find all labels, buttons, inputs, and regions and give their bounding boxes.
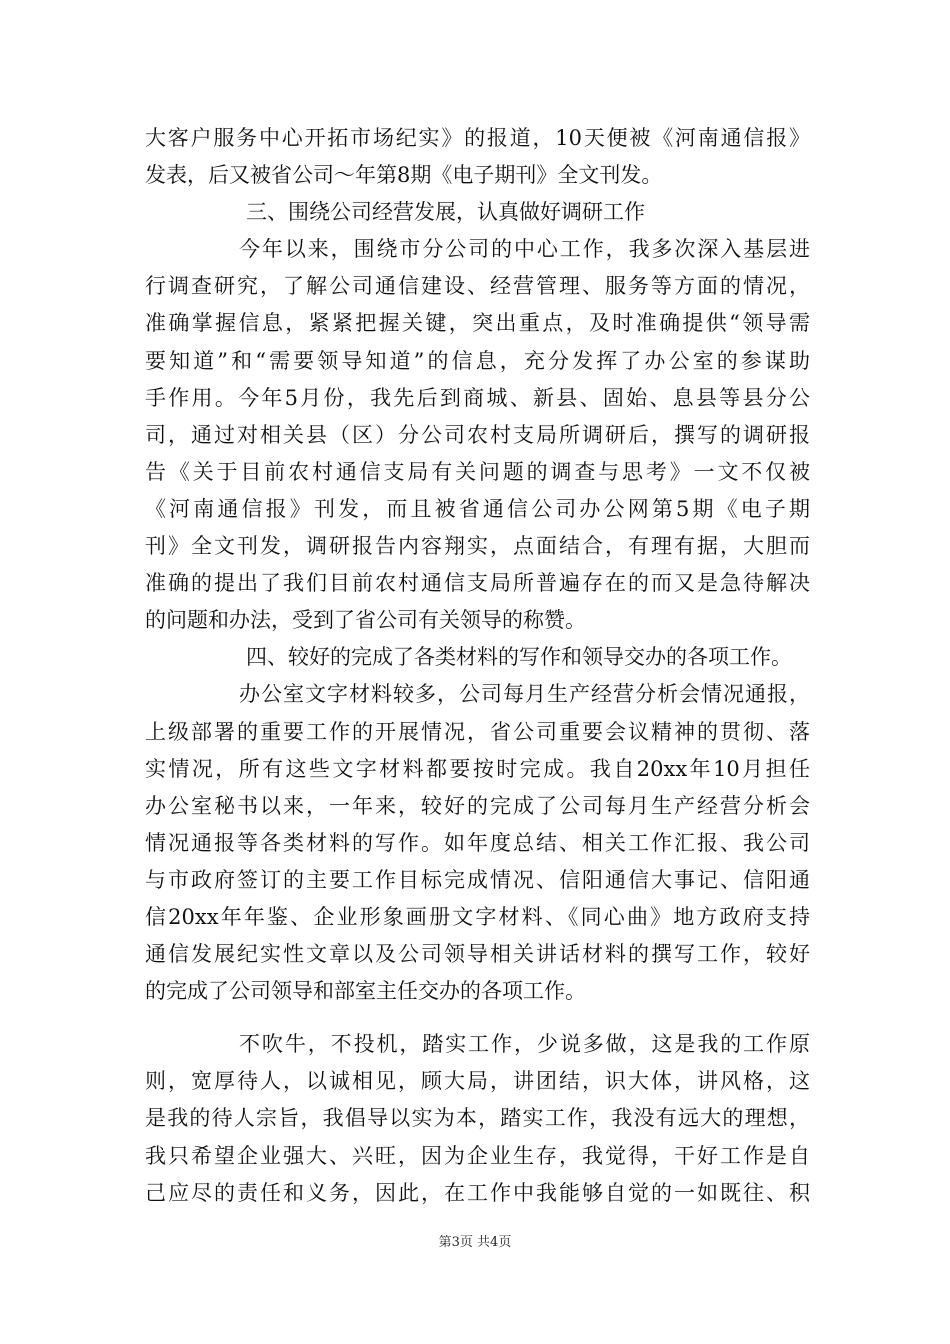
text-line: 手作用。今年5月份，我先后到商城、新县、固始、息县等县分公 [145, 385, 810, 410]
text-line: 发表，后又被省公司～年第8期《电子期刊》全文刊发。 [145, 163, 663, 188]
text-line: 与市政府签订的主要工作目标完成情况、信阳通信大事记、信阳通 [145, 867, 810, 892]
text-line: 的完成了公司领导和部室主任交办的各项工作。 [145, 979, 586, 1004]
text-line: 告《关于目前农村通信支局有关问题的调查与思考》一文不仅被 [145, 459, 810, 484]
section-heading: 三、围绕公司经营发展，认真做好调研工作 [246, 200, 645, 225]
text-line: 是我的待人宗旨，我倡导以实为本，踏实工作，我没有远大的理想， [145, 1106, 810, 1131]
text-line: 办公室秘书以来，一年来，较好的完成了公司每月生产经营分析会 [145, 793, 810, 818]
text-line: 准确掌握信息，紧紧把握关键，突出重点，及时准确提供“领导需 [145, 311, 810, 336]
text-line: 大客户服务中心开拓市场纪实》的报道，10天便被《河南通信报》 [145, 126, 810, 150]
paragraph-gap [145, 1010, 810, 1026]
section-heading: 四、较好的完成了各类材料的写作和领导交办的各项工作。 [246, 645, 792, 670]
text-line: 不吹牛，不投机，踏实工作，少说多做，这是我的工作原 [239, 1032, 810, 1057]
text-line: 信20xx年年鉴、企业形象画册文字材料、《同心曲》地方政府支持 [145, 904, 810, 929]
text-line: 我只希望企业强大、兴旺，因为企业生存，我觉得，干好工作是自 [145, 1143, 810, 1168]
text-line: 则，宽厚待人，以诚相见，顾大局，讲团结，识大体，讲风格，这 [145, 1069, 810, 1094]
text-line: 准确的提出了我们目前农村通信支局所普遍存在的而又是急待解决 [145, 571, 810, 596]
page-number-footer: 第3页 共4页 [438, 1235, 512, 1250]
body-text [145, 120, 810, 1212]
text-line: 今年以来，围绕市分公司的中心工作，我多次深入基层进 [239, 237, 810, 262]
text-line: 刊》全文刊发，调研报告内容翔实，点面结合，有理有据，大胆而 [145, 534, 810, 559]
text-line: 通信发展纪实性文章以及公司领导相关讲话材料的撰写工作，较好 [145, 942, 810, 967]
text-line: 上级部署的重要工作的开展情况，省公司重要会议精神的贯彻、落 [145, 719, 810, 744]
text-line: 情况通报等各类材料的写作。如年度总结、相关工作汇报、我公司 [145, 830, 810, 855]
text-line: 《河南通信报》刊发，而且被省通信公司办公网第5期《电子期 [145, 496, 810, 521]
text-line: 行调查研究，了解公司通信建设、经营管理、服务等方面的情况， [145, 274, 810, 299]
text-line: 司，通过对相关县（区）分公司农村支局所调研后，撰写的调研报 [145, 422, 810, 447]
text-line: 要知道”和“需要领导知道”的信息，充分发挥了办公室的参谋助 [145, 348, 810, 373]
text-line: 己应尽的责任和义务，因此，在工作中我能够自觉的一如既往、积 [145, 1180, 810, 1205]
text-line: 办公室文字材料较多，公司每月生产经营分析会情况通报， [239, 682, 810, 707]
text-line: 实情况，所有这些文字材料都要按时完成。我自20xx年10月担任 [145, 756, 810, 781]
text-line: 的问题和办法，受到了省公司有关领导的称赞。 [145, 608, 586, 633]
